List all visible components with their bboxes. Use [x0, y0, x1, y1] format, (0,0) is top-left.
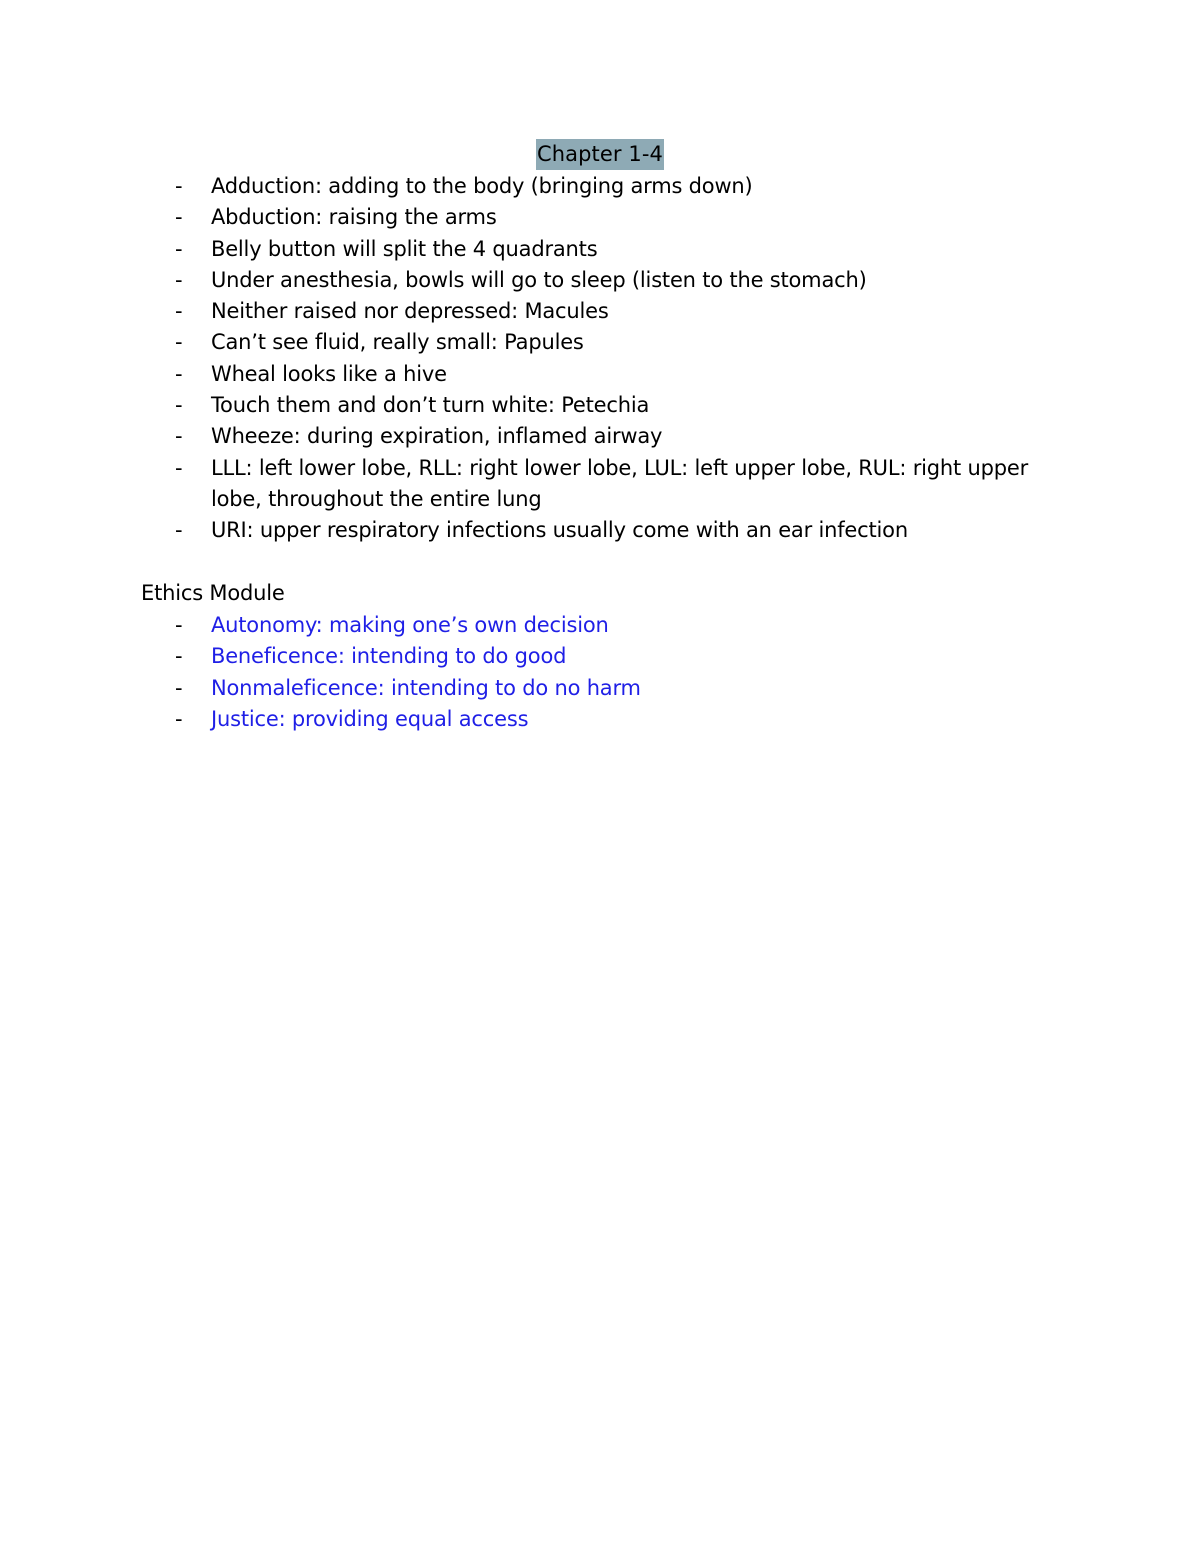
- list-item-text: Wheal looks like a hive: [211, 361, 447, 386]
- dash-bullet: -: [175, 424, 183, 449]
- list-item: [175, 327, 1035, 358]
- list-item: [175, 265, 1035, 296]
- list-item: [175, 673, 1035, 704]
- list-item-text: Neither raised nor depressed: Macules: [211, 299, 609, 324]
- dash-bullet: -: [175, 644, 183, 669]
- list-item: [175, 641, 1035, 672]
- list-item-text: Abduction: raising the arms: [211, 205, 497, 230]
- list-item-text: Under anesthesia, bowls will go to sleep (listen to the stomach): [211, 267, 867, 292]
- dash-bullet: -: [175, 361, 183, 386]
- list-item: [175, 610, 1035, 641]
- list-item: [175, 171, 1035, 202]
- ethics-principles-list: [175, 610, 1035, 735]
- dash-bullet: -: [175, 174, 183, 198]
- list-item-text: Autonomy: making one’s own decision: [211, 613, 609, 637]
- dash-bullet: -: [175, 236, 183, 261]
- list-item-text: Wheeze: during expiration, inflamed airway: [211, 424, 663, 449]
- list-item-text: Can’t see fluid, really small: Papules: [211, 330, 584, 355]
- dash-bullet: -: [175, 675, 183, 700]
- list-item-text: Touch them and don’t turn white: Petechia: [211, 393, 650, 418]
- dash-bullet: -: [175, 706, 183, 731]
- dash-bullet: -: [175, 393, 183, 418]
- dash-bullet: -: [175, 267, 183, 292]
- list-item-text: Adduction: adding to the body (bringing arms down): [211, 174, 753, 198]
- chapter-notes-list: [175, 171, 1035, 547]
- list-item-text: Belly button will split the 4 quadrants: [211, 236, 598, 261]
- list-item-text: Beneficence: intending to do good: [211, 644, 567, 669]
- ethics-section-heading: Ethics Module: [141, 581, 285, 605]
- list-item: [175, 296, 1035, 327]
- list-item: [175, 453, 1035, 516]
- list-item-text: Nonmaleficence: intending to do no harm: [211, 675, 641, 700]
- dash-bullet: -: [175, 518, 183, 543]
- dash-bullet: -: [175, 330, 183, 355]
- list-item: [175, 202, 1035, 233]
- list-item-text: URI: upper respiratory infections usually come with an ear infection: [211, 518, 908, 543]
- chapter-title-row: [0, 139, 1200, 171]
- list-item-text: Justice: providing equal access: [211, 706, 529, 731]
- dash-bullet: -: [175, 299, 183, 324]
- list-item: [175, 515, 1035, 546]
- list-item: [175, 421, 1035, 452]
- list-item-text: LLL: left lower lobe, RLL: right lower lobe, LUL: left upper lobe, RUL: right upper lobe, throughout the entire lung: [211, 455, 1029, 511]
- list-item: [175, 390, 1035, 421]
- list-item: [175, 234, 1035, 265]
- dash-bullet: -: [175, 613, 183, 637]
- chapter-title: Chapter 1-4: [536, 139, 664, 170]
- list-item: [175, 359, 1035, 390]
- dash-bullet: -: [175, 455, 183, 480]
- dash-bullet: -: [175, 205, 183, 230]
- list-item: [175, 704, 1035, 735]
